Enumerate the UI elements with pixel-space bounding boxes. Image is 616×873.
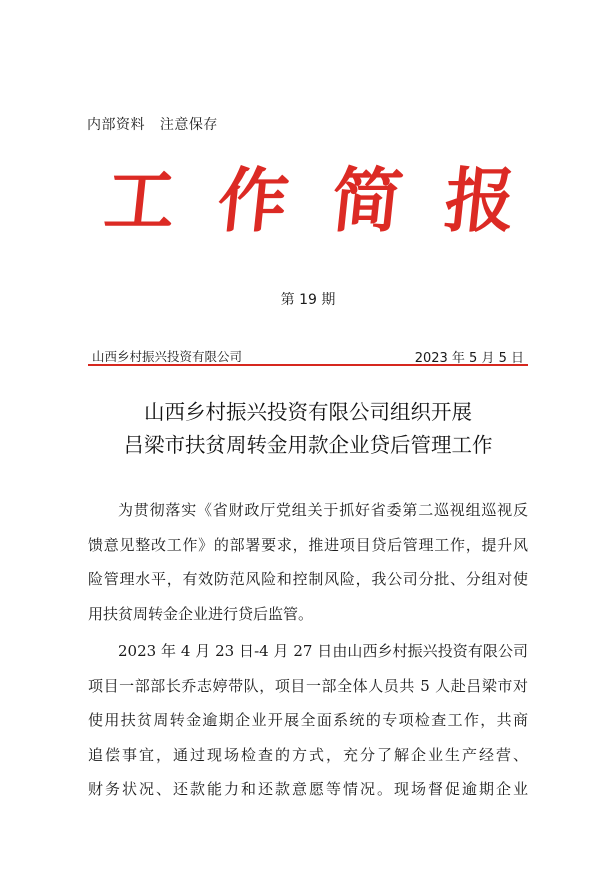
issuing-organization: 山西乡村振兴投资有限公司 bbox=[92, 349, 243, 364]
body-line: 项目一部部长乔志婷带队，项目一部全体人员共 5 人赴吕梁市对 bbox=[88, 676, 528, 695]
issue-number: 第 19 期 bbox=[280, 292, 336, 308]
article-headline bbox=[0, 396, 616, 462]
confidential-note: 内部资料 注意保存 bbox=[87, 117, 218, 133]
body-line: 2023 年 4 月 23 日-4 月 27 日由山西乡村振兴投资有限公司 bbox=[118, 642, 528, 660]
body-line: 使用扶贫周转金逾期企业开展全面系统的专项检查工作，共商 bbox=[88, 711, 528, 729]
article-body bbox=[88, 493, 528, 807]
headline-line-1: 山西乡村振兴投资有限公司组织开展 bbox=[144, 400, 472, 424]
body-line: 为贯彻落实《省财政厅党组关于抓好省委第二巡视组巡视反 bbox=[118, 501, 528, 519]
body-line: 财务状况、还款能力和还款意愿等情况。现场督促逾期企业 bbox=[88, 780, 528, 798]
body-line: 馈意见整改工作》的部署要求，推进项目贷后管理工作，提升风 bbox=[88, 535, 528, 554]
issue-date: 2023 年 5 月 5 日 bbox=[414, 351, 524, 366]
masthead-char-4: 报 bbox=[440, 160, 520, 242]
body-line: 险管理水平，有效防范风险和控制风险，我公司分批、分组对使 bbox=[88, 570, 528, 588]
red-divider bbox=[88, 364, 528, 366]
body-line: 追偿事宜，通过现场检查的方式，充分了解企业生产经营、 bbox=[88, 745, 528, 764]
masthead-char-1: 工 bbox=[100, 160, 180, 242]
masthead-title bbox=[100, 158, 520, 244]
headline-line-2: 吕梁市扶贫周转金用款企业贷后管理工作 bbox=[123, 433, 493, 457]
org-date-row bbox=[92, 347, 524, 365]
masthead-char-3: 简 bbox=[327, 160, 406, 242]
masthead-char-2: 作 bbox=[214, 160, 293, 242]
body-line: 用扶贫周转金企业进行贷后监管。 bbox=[88, 604, 314, 623]
